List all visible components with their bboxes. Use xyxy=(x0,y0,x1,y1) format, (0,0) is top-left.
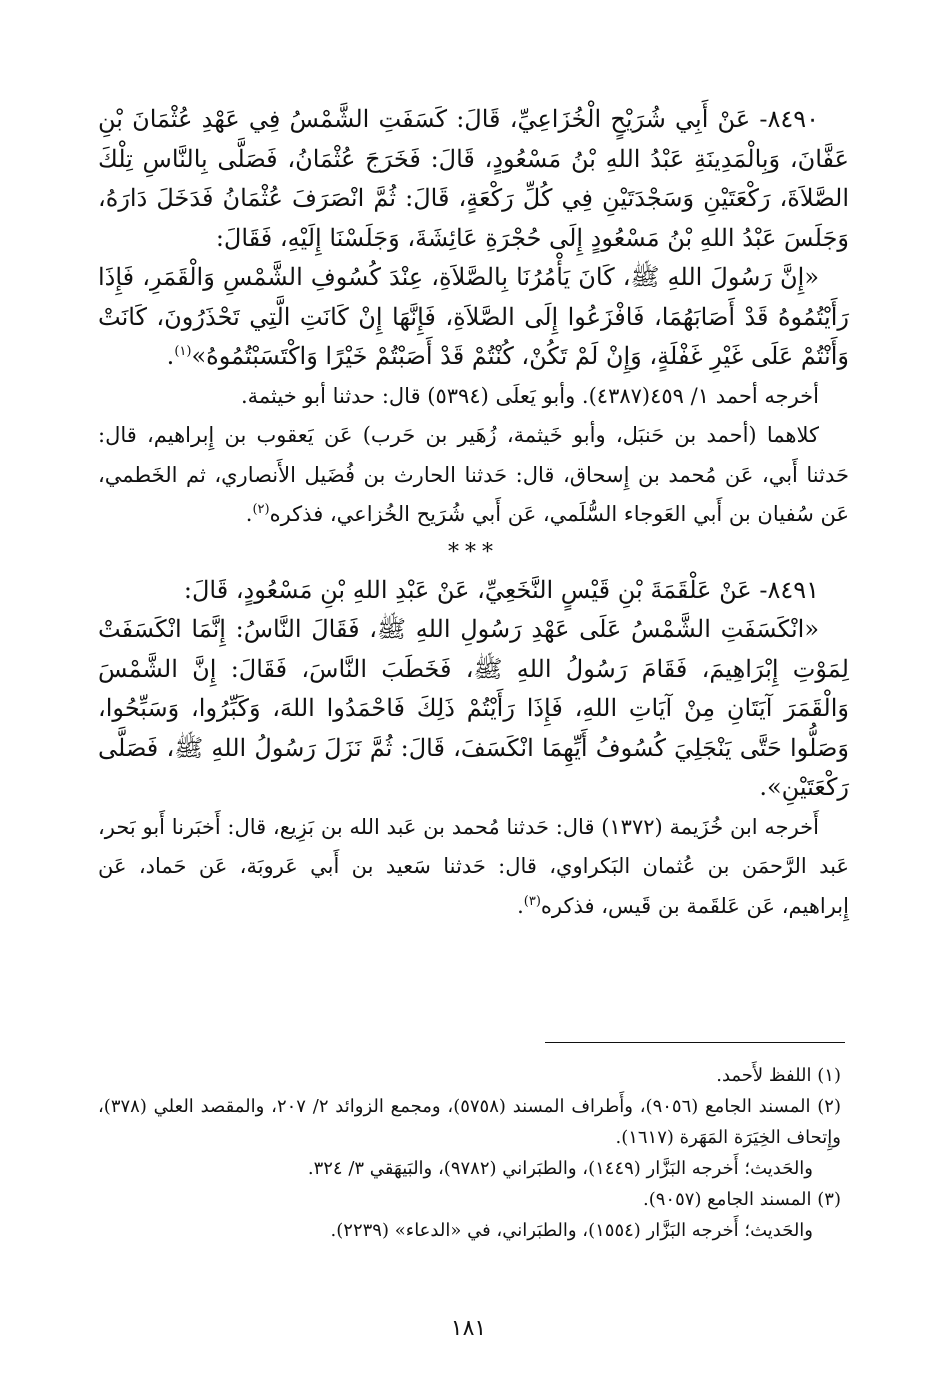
hadith-intro-text: عَنْ أَبِي شُرَيْحٍ الْخُزَاعِيِّ، قَالَ: كَسَفَتِ الشَّمْسُ فِي عَهْدِ عُثْمَانَ بْنِ عَفَّانَ، وَبِالْمَدِينَةِ عَبْدُ اللهِ بْنُ مَسْعُودٍ، قَالَ: فَخَرَجَ عُثْمَانُ، فَصَلَّى بِالنَّاسِ تِلْكَ الصَّلاَةَ، رَكْعَتَيْنِ وَسَجْدَتَيْنِ فِي كُلِّ رَكْعَةٍ، قَالَ: ثُمَّ انْصَرَفَ عُثْمَانُ فَدَخَلَ دَارَهُ، وَجَلَسَ عَبْدُ اللهِ بْنُ مَسْعُودٍ إِلَى حُجْرَةِ عَائِشَةَ، وَجَلَسْنَا إِلَيْهِ، فَقَالَ: xyxy=(98,105,849,252)
footnote-2: (٢) المسند الجامع (٩٠٥٦)، وأَطراف المسند (٥٧٥٨)، ومجمع الزوائد ٢/ ٢٠٧، والمقصد العلي (٣٧٨)، وإِتحاف الخِيَرَة المَهَرة (١٦١٧). xyxy=(98,1096,841,1148)
hadith-number: ٨٤٩١- xyxy=(759,575,819,604)
footnote-ref: (١) xyxy=(174,344,192,359)
hadith-8490-quote: «إِنَّ رَسُولَ اللهِ ﷺ، كَانَ يَأْمُرُنَا بِالصَّلاَةِ، عِنْدَ كُسُوفِ الشَّمْسِ وَالْقَمَرِ، فَإِذَا رَأَيْتُمُوهُ قَدْ أَصَابَهُمَا، فَافْزَعُوا إِلَى الصَّلاَةِ، فَإِنَّهَا إِنْ كَانَتِ الَّتِي تَحْذَرُونَ، كَانَتْ وَأَنْتُمْ عَلَى غَيْرِ غَفْلَةٍ، وَإِنْ لَمْ تَكُنْ، كُنْتُمْ قَدْ أَصَبْتُمْ خَيْرًا وَاكْتَسَبْتُمُوهُ»$^{(١)}$. xyxy=(98,263,849,370)
footnote-2-continuation: والحَديث؛ أَخرجه البَزَّار (١٤٤٩)، والطبَراني (٩٧٨٢)، والبَيهَقي ٣/ ٣٢٤. xyxy=(307,1158,813,1179)
footnote-1: (١) اللفظ لأَحمد. xyxy=(716,1065,841,1086)
hadith-8490-intro xyxy=(98,100,849,258)
source-text: كلاهما (أحمد بن حَنبَل، وأبو خَيثمة، زُهَير بن حَرب) عَن يَعقوب بن إِبراهيم، قال: حَدثنا أَبي، عَن مُحمد بن إِسحاق، قال: حَدثنا الحارث بن فُضَيل الأَنصاري، ثم الخَطمي، عَن سُفيان بن أَبي العَوجاء السُّلَمي، عَن أَبي شُرَيح الخُزاعي، فذكره xyxy=(98,423,849,526)
main-text xyxy=(98,100,849,926)
page-number: ١٨١ xyxy=(450,1316,487,1341)
footnote-divider xyxy=(545,1042,845,1043)
hadith-intro-text: عَنْ عَلْقَمَةَ بْنِ قَيْسٍ النَّخَعِيِّ، عَنْ عَبْدِ اللهِ بْنِ مَسْعُودٍ، قَالَ: xyxy=(183,575,752,604)
footnote-3: (٣) المسند الجامع (٩٠٥٧). xyxy=(643,1189,841,1210)
hadith-quote-text: «إِنَّ رَسُولَ اللهِ ﷺ، كَانَ يَأْمُرُنَا بِالصَّلاَةِ، عِنْدَ كُسُوفِ الشَّمْسِ وَالْقَمَرِ، فَإِذَا رَأَيْتُمُوهُ قَدْ أَصَابَهُمَا، فَافْزَعُوا إِلَى الصَّلاَةِ، فَإِنَّهَا إِنْ كَانَتِ الَّتِي تَحْذَرُونَ، كَانَتْ وَأَنْتُمْ عَلَى غَيْرِ غَفْلَةٍ، وَإِنْ لَمْ تَكُنْ، كُنْتُمْ قَدْ أَصَبْتُمْ خَيْرًا وَاكْتَسَبْتُمُوهُ» xyxy=(98,263,849,370)
hadith-8490-source-2: كلاهما (أحمد بن حَنبَل، وأبو خَيثمة، زُهَير بن حَرب) عَن يَعقوب بن إِبراهيم، قال: حَدثنا أَبي، عَن مُحمد بن إِسحاق، قال: حَدثنا الحارث بن فُضَيل الأَنصاري، ثم الخَطمي، عَن سُفيان بن أَبي العَوجاء السُّلَمي، عَن أَبي شُرَيح الخُزاعي، فذكره$^{(٢)}$. xyxy=(98,423,849,526)
source-text: أَخرجه ابن خُزَيمة (١٣٧٢) قال: حَدثنا مُحمد بن عَبد الله بن بَزِيع، قال: أَخبَرنا أَبو بَحر، عَبد الرَّحمَن بن عُثمان البَكراوي، قال: حَدثنا سَعيد بن أَبي عَروبَة، عَن حَماد، عَن إِبراهيم، عَن عَلقَمة بن قَيس، فذكره xyxy=(98,814,849,918)
hadith-8491-intro xyxy=(98,571,849,611)
footnote-ref: (٢) xyxy=(252,502,270,517)
hadith-8491-source: أَخرجه ابن خُزَيمة (١٣٧٢) قال: حَدثنا مُحمد بن عَبد الله بن بَزِيع، قال: أَخبَرنا أَبو بَحر، عَبد الرَّحمَن بن عُثمان البَكراوي، قال: حَدثنا سَعيد بن أَبي عَروبَة، عَن حَماد، عَن إِبراهيم، عَن عَلقَمة بن قَيس، فذكره$^{(٣)}$. xyxy=(98,814,849,918)
footnote-ref: (٣) xyxy=(523,893,541,909)
hadith-8490-source-1: أخرجه أحمد ١/ ٤٥٩(٤٣٨٧). وأبو يَعلَى (٥٣٩٤) قال: حدثنا أبو خيثمة. xyxy=(240,383,819,408)
hadith-8491-quote: «انْكَسَفَتِ الشَّمْسُ عَلَى عَهْدِ رَسُولِ اللهِ ﷺ، فَقَالَ النَّاسُ: إِنَّمَا انْكَسَفَتْ لِمَوْتِ إِبْرَاهِيمَ، فَقَامَ رَسُولُ اللهِ ﷺ، فَخَطَبَ النَّاسَ، فَقَالَ: إِنَّ الشَّمْسَ وَالْقَمَرَ آيَتَانِ مِنْ آيَاتِ اللهِ، فَإِذَا رَأَيْتُمْ ذَلِكَ فَاحْمَدُوا اللهَ، وَكَبِّرُوا، وَسَبِّحُوا، وَصَلُّوا حَتَّى يَنْجَلِيَ كُسُوفُ أَيِّهِمَا انْكَسَفَ، قَالَ: ثُمَّ نَزَلَ رَسُولُ اللهِ ﷺ، فَصَلَّى رَكْعَتَيْنِ». xyxy=(98,615,849,801)
footnotes xyxy=(98,1060,841,1246)
footnote-3-continuation: والحَديث؛ أَخرجه البَزَّار (١٥٥٤)، والطبَراني، في «الدعاء» (٢٢٣٩). xyxy=(330,1220,813,1241)
hadith-number: ٨٤٩٠- xyxy=(759,105,820,133)
section-separator: *** xyxy=(448,539,499,565)
